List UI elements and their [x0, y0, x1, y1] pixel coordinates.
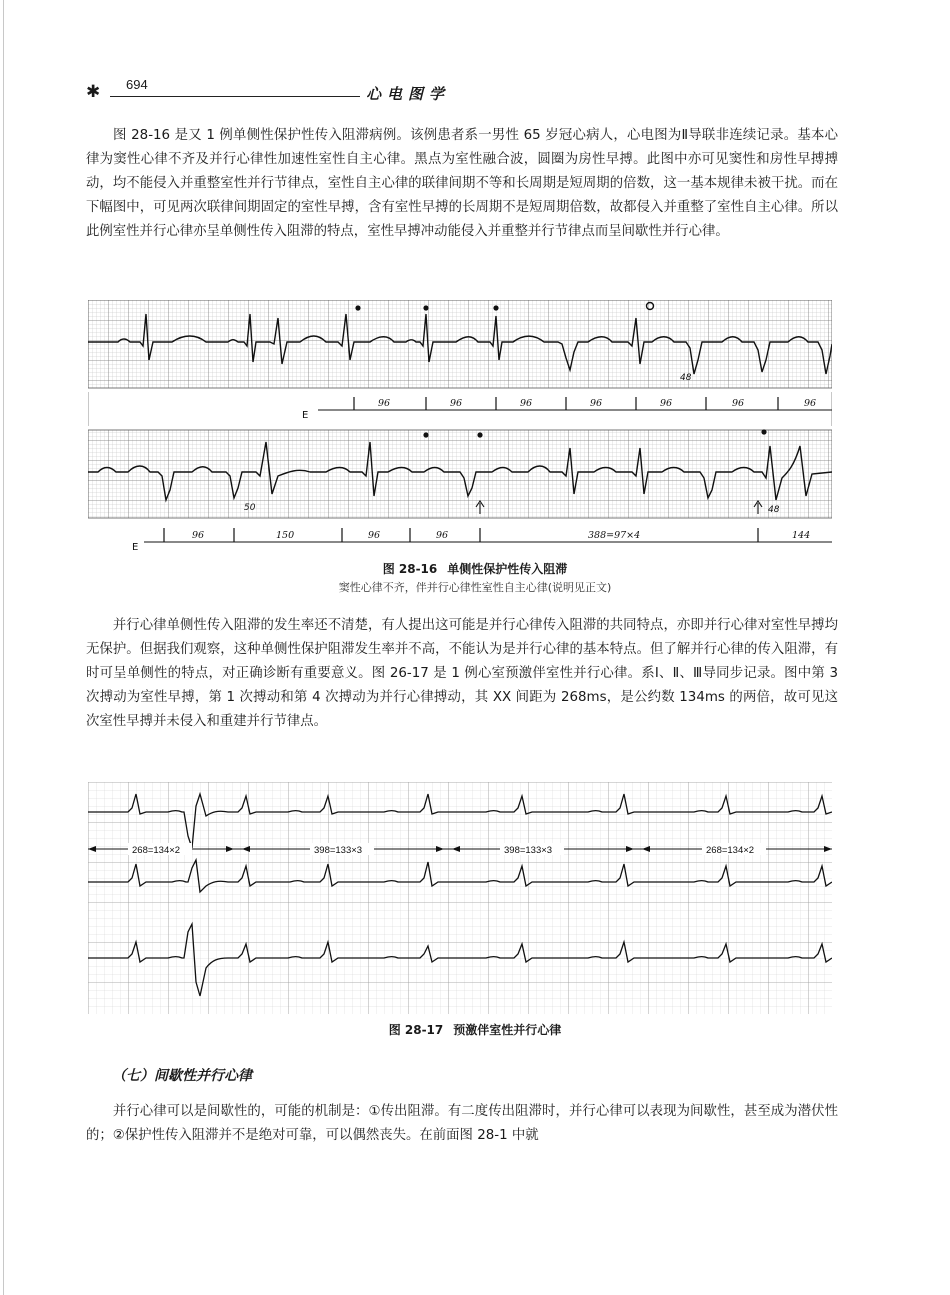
strip-2-label-48: 48: [768, 505, 780, 515]
ladder-diagram-1: [88, 392, 832, 426]
running-header: [86, 78, 866, 108]
interval-label: 398=133×3: [314, 845, 363, 856]
interval-label: 398=133×3: [504, 845, 553, 856]
paragraph-2: [86, 614, 838, 734]
figure-28-17-caption: [0, 1022, 950, 1038]
ecg-strip-1: [88, 300, 832, 388]
figure-28-17-ecg: [88, 782, 832, 1014]
figure-28-16-number: 图 28-16: [382, 562, 438, 576]
figure-28-16-caption: [0, 561, 950, 577]
ladder-1-label-e: E: [302, 410, 309, 421]
paragraph-3-text: 并行心律可以是间歇性的，可能的机制是：①传出阻滞。有二度传出阻滞时，并行心律可以表现为间歇性，甚至成为潜伏性的；②保护性传入阻滞并不是绝对可靠，可以偶然丧失。在前面图 28-1 中就: [86, 1104, 838, 1143]
paragraph-3: [86, 1100, 838, 1148]
paragraph-1-text: 图 28-16 是又 1 例单侧性保护性传入阻滞病例。该例患者系一男性 65 岁冠心病人，心电图为Ⅱ导联非连续记录。基本心律为窦性心律不齐及并行心律性加速性室性自主心律。黑点为室性融合波，圆圈为房性早搏。此图中亦可见窦性和房性早搏搏动，均不能侵入并重整室性并行节律点，室性自主心律的联律间期不等和长周期是短周期的倍数，这一基本规律未被干扰。而在下幅图中，可见两次联律间期固定的室性早搏，含有室性早搏的长周期不是短周期倍数，故都侵入并重整了室性自主心律。所以此例室性并行心律亦呈单侧性传入阻滞的特点，室性早搏冲动能侵入并重整并行节律点而呈间歇性并行心律。: [86, 128, 838, 239]
ladder-2-interval: 96: [436, 530, 449, 541]
page-number: 694: [126, 77, 148, 92]
ladder-2-interval: 150: [276, 530, 295, 541]
ladder-1-interval: 96: [590, 398, 603, 409]
figure-28-16-subtitle: 窦性心律不齐，伴并行心律性室性自主心律(说明见正文): [338, 581, 612, 594]
ladder-1-interval: 96: [660, 398, 673, 409]
paragraph-1: [86, 124, 838, 244]
header-rule: [110, 96, 360, 97]
ladder-2-interval: 96: [192, 530, 205, 541]
paragraph-2-text: 并行心律单侧性传入阻滞的发生率还不清楚，有人提出这可能是并行心律传入阻滞的共同特点，亦即并行心律对室性早搏均无保护。但据我们观察，这种单侧性保护阻滞发生率并不高，不能认为是并行心律的基本特点。但了解并行心律的传入阻滞，有时可呈单侧性的特点，对正确诊断有重要意义。图 26-17 是 1 例心室预激伴室性并行心律。系Ⅰ、Ⅱ、Ⅲ导同步记录。图中第 3 次搏动为室性早搏，第 1 次搏动和第 4 次搏动为并行心律搏动，其 XX 间距为 268ms，是公约数 134ms 的两倍，故可见这次室性早搏并未侵入和重建并行节律点。: [86, 618, 838, 729]
ladder-2-interval: 96: [368, 530, 381, 541]
interval-label: 268=134×2: [706, 845, 755, 856]
section-heading: （七）间歇性并行心律: [112, 1068, 252, 1084]
figure-28-17-number: 图 28-17: [388, 1023, 444, 1037]
book-title: 心电图学: [366, 85, 451, 103]
ladder-1-interval: 96: [804, 398, 817, 409]
ladder-2-interval: 144: [792, 530, 811, 541]
figure-28-17-title: 预激伴室性并行心律: [453, 1023, 562, 1037]
ladder-2-interval: 388=97×4: [588, 530, 641, 541]
ladder-2-label-e: E: [132, 542, 139, 552]
ladder-1-interval: 96: [520, 398, 533, 409]
ladder-1-interval: 96: [450, 398, 463, 409]
ladder-diagram-2: [132, 528, 832, 552]
interval-label: 268=134×2: [132, 845, 181, 856]
ladder-1-interval: 96: [732, 398, 745, 409]
page-edge-line: [3, 0, 4, 1295]
ladder-1-interval: 96: [378, 398, 391, 409]
figure-28-16-ecg: [88, 300, 832, 552]
ecg-strip-2: [88, 429, 832, 518]
strip-2-label-50: 50: [244, 503, 256, 513]
strip-1-label-48: 48: [680, 373, 692, 383]
figure-28-16-title: 单侧性保护性传入阻滞: [447, 562, 568, 576]
header-star-icon: ✱: [86, 82, 101, 102]
